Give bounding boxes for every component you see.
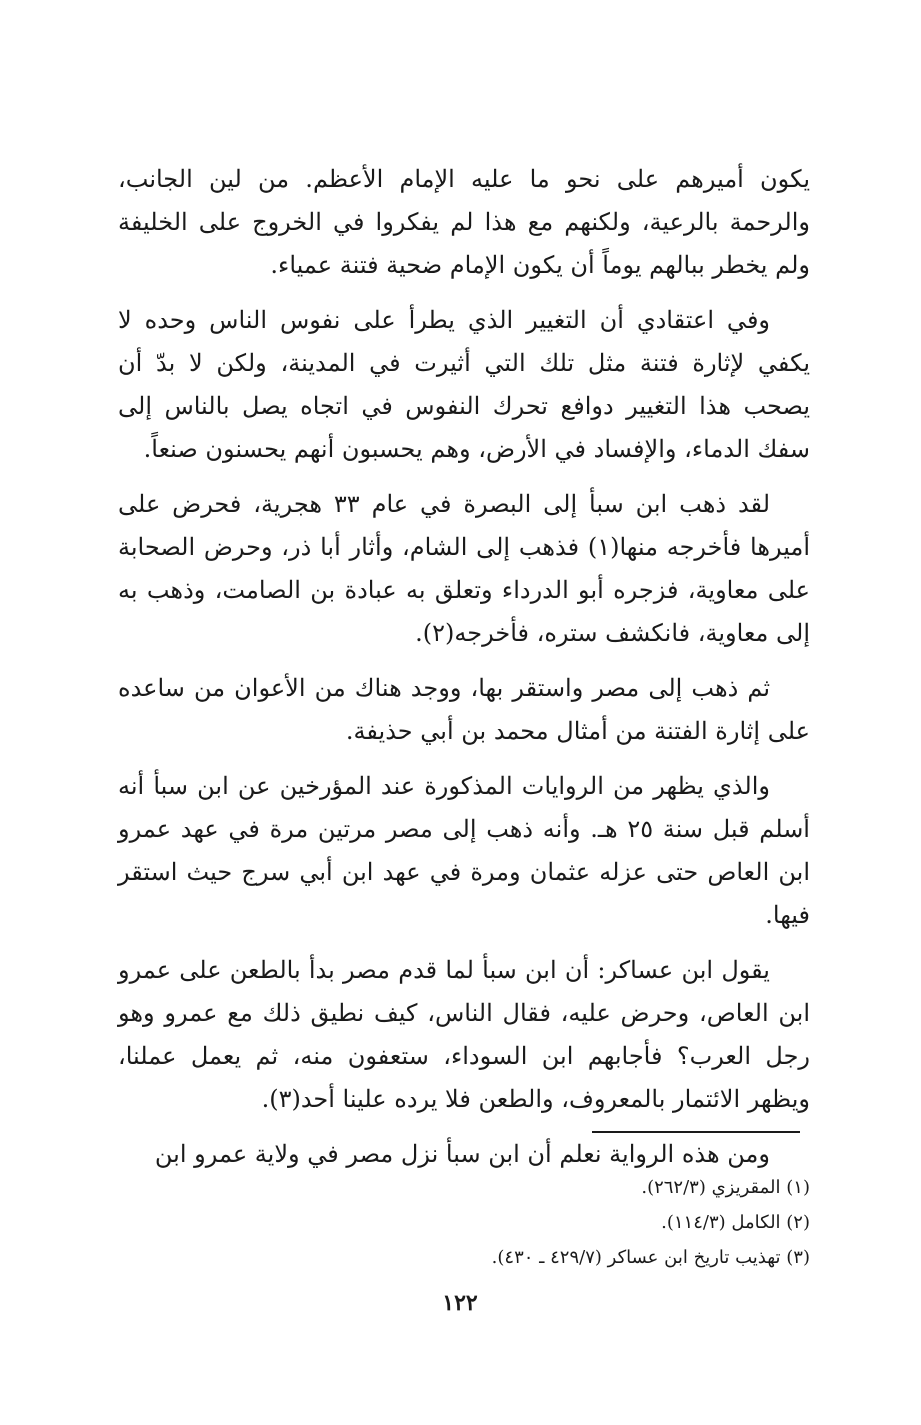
main-text (118, 158, 810, 1188)
footnote-1: (١) المقريزي (٢٦٢/٣). (641, 1177, 810, 1198)
paragraph-7: ومن هذه الرواية نعلم أن ابن سبأ نزل مصر في ولاية عمرو ابن (154, 1140, 770, 1168)
footnotes (300, 1170, 810, 1275)
footnote-divider (592, 1131, 800, 1133)
paragraph-4: ثم ذهب إلى مصر واستقر بها، ووجد هناك من الأعوان من ساعده على إثارة الفتنة من أمثال محمد بن أبي حذيفة. (118, 674, 810, 745)
paragraph-1: يكون أميرهم على نحو ما عليه الإمام الأعظم. من لين الجانب، والرحمة بالرعية، ولكنهم مع هذا لم يفكروا في الخروج على الخليفة ولم يخطر ببالهم يوماً أن يكون الإمام ضحية فتنة عمياء. (118, 165, 810, 279)
footnote-2: (٢) الكامل (١١٤/٣). (661, 1212, 810, 1233)
paragraph-2: وفي اعتقادي أن التغيير الذي يطرأ على نفوس الناس وحده لا يكفي لإثارة فتنة مثل تلك التي أثيرت في المدينة، ولكن لا بدّ أن يصحب هذا التغيير دوافع تحرك النفوس في اتجاه يصل بالناس إلى سفك الدماء، والإفساد في الأرض، وهم يحسبون أنهم يحسنون صنعاً. (118, 306, 810, 463)
page-number: ١٢٢ (442, 1290, 478, 1316)
footnote-3: (٣) تهذيب تاريخ ابن عساكر (٤٢٩/٧ ـ ٤٣٠). (491, 1247, 810, 1268)
paragraph-3: لقد ذهب ابن سبأ إلى البصرة في عام ٣٣ هجرية، فحرض على أميرها فأخرجه منها(١) فذهب إلى الشام، وأثار أبا ذر، وحرض الصحابة على معاوية، فزجره أبو الدرداء وتعلق به عبادة بن الصامت، وذهب به إلى معاوية، فانكشف ستره، فأخرجه(٢). (118, 490, 811, 647)
paragraph-5: والذي يظهر من الروايات المذكورة عند المؤرخين عن ابن سبأ أنه أسلم قبل سنة ٢٥ هـ. وأنه ذهب إلى مصر مرتين مرة في عهد عمرو ابن العاص حتى عزله عثمان ومرة في عهد ابن أبي سرج حيث استقر فيها. (118, 772, 810, 929)
paragraph-6: يقول ابن عساكر: أن ابن سبأ لما قدم مصر بدأ بالطعن على عمرو ابن العاص، وحرض عليه، فقال الناس، كيف نطيق ذلك مع عمرو وهو رجل العرب؟ فأجابهم ابن السوداء، ستعفون منه، ثم يعمل عملنا، ويظهر الائتمار بالمعروف، والطعن فلا يرده علينا أحد(٣). (118, 956, 811, 1113)
